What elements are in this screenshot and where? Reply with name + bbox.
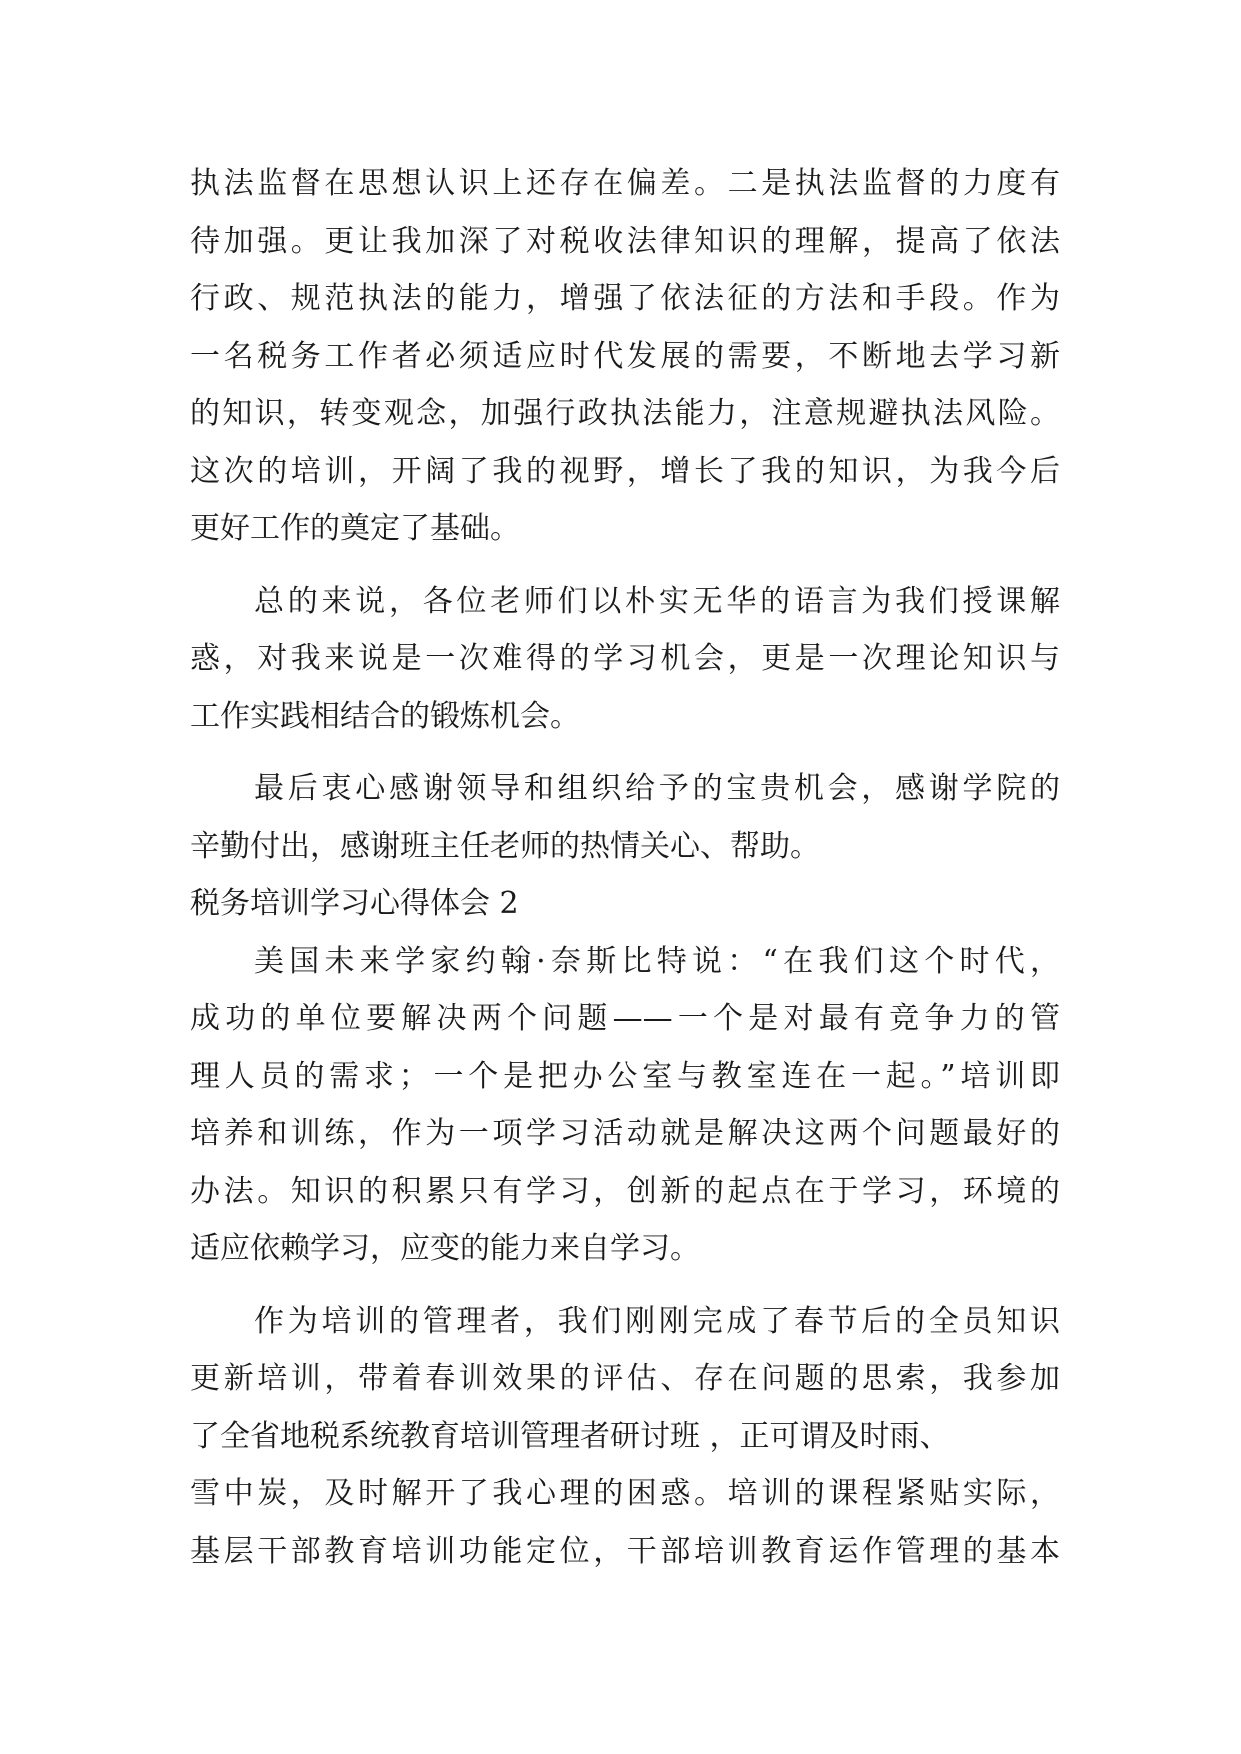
section-heading: 税务培训学习心得体会 2: [190, 886, 519, 921]
paragraph-line: 这次的培训，开阔了我的视野，增长了我的知识，为我今后: [190, 453, 1060, 489]
paragraph-spacer: [190, 558, 1060, 573]
paragraph-line: 作为培训的管理者，我们刚刚完成了春节后的全员知识: [254, 1303, 1060, 1339]
paragraph-5: [190, 1293, 1060, 1581]
paragraph-line: 最后衷心感谢领导和组织给予的宝贵机会，感谢学院的: [254, 771, 1060, 806]
paragraph-line: 雪中炭，及时解开了我心理的困惑。培训的课程紧贴实际，: [190, 1476, 1060, 1511]
paragraph-line: 美国未来学家约翰·奈斯比特说：“在我们这个时代，: [254, 943, 1060, 979]
paragraph-line: 适应依赖学习，应变的能力来自学习。: [190, 1231, 700, 1266]
paragraph-line: 惑，对我来说是一次难得的学习机会，更是一次理论知识与: [190, 641, 1060, 676]
paragraph-line: 成功的单位要解决两个问题——一个是对最有竞争力的管: [190, 1001, 1060, 1036]
paragraph-line: 更新培训，带着春训效果的评估、存在问题的思索，我参加: [190, 1361, 1060, 1396]
paragraph-line: 了全省地税系统教育培训管理者研讨班 ，正可谓及时雨、: [190, 1418, 950, 1454]
paragraph-4: [190, 933, 1060, 1278]
paragraph-3: [190, 760, 1060, 875]
paragraph-spacer: [190, 1278, 1060, 1293]
paragraph-line: 工作实践相结合的锻炼机会。: [190, 698, 580, 734]
paragraph-line: 一名税务工作者必须适应时代发展的需要，不断地去学习新: [190, 338, 1060, 374]
paragraph-2: [190, 573, 1060, 746]
paragraph-line: 辛勤付出，感谢班主任老师的热情关心、帮助。: [190, 828, 820, 864]
paragraph-spacer: [190, 745, 1060, 760]
paragraph-line: 更好工作的奠定了基础。: [190, 511, 520, 546]
paragraph-line: 基层干部教育培训功能定位，干部培训教育运作管理的基本: [190, 1533, 1060, 1569]
paragraph-1: [190, 155, 1060, 558]
paragraph-line: 待加强。更让我加深了对税收法律知识的理解，提高了依法: [190, 223, 1060, 259]
document-body: [190, 155, 1060, 1580]
paragraph-line: 的知识，转变观念，加强行政执法能力，注意规避执法风险。: [190, 396, 1060, 431]
paragraph-line: 培养和训练，作为一项学习活动就是解决这两个问题最好的: [190, 1116, 1060, 1151]
paragraph-line: 行政、规范执法的能力，增强了依法征的方法和手段。作为: [190, 281, 1060, 316]
paragraph-line: 办法。知识的积累只有学习，创新的起点在于学习，环境的: [190, 1173, 1060, 1209]
paragraph-line: 理人员的需求；一个是把办公室与教室连在一起。”培训即: [190, 1058, 1060, 1094]
paragraph-line: 执法监督在思想认识上还存在偏差。二是执法监督的力度有: [190, 166, 1060, 201]
paragraph-line: 总的来说，各位老师们以朴实无华的语言为我们授课解: [254, 583, 1060, 619]
